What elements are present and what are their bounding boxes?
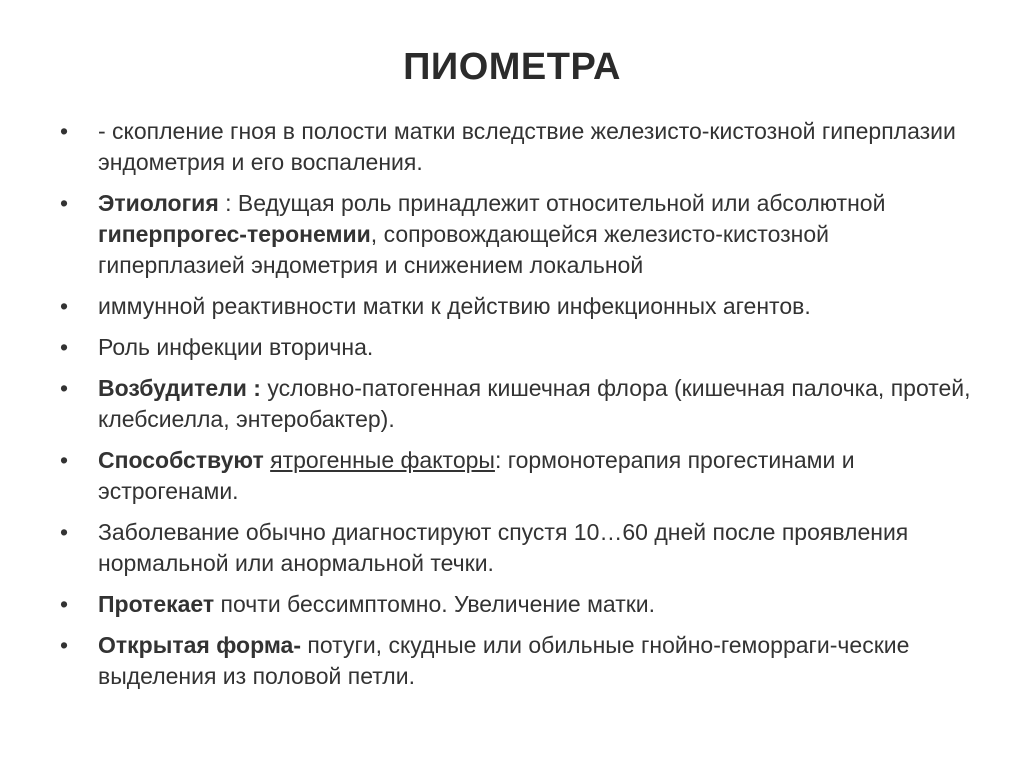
bullet-text: почти бессимптомно. Увеличение матки. [214,591,656,617]
bullet-infection-role [60,332,980,363]
bullet-lead: Этиология [98,190,219,216]
bullet-text: : Ведущая роль принадлежит относительной или абсолютной [218,190,886,216]
bullet-lead: Протекает [98,591,215,617]
slide-title: ПИОМЕТРА [403,46,621,88]
bullet-term: гиперпрогес-теронемии [98,221,371,247]
bullet-lead: Возбудители : [98,375,261,401]
bullet-underlined-term: ятрогенные факторы [270,447,495,473]
bullet-etiology [60,188,980,281]
bullet-text: условно-патогенная кишечная флора (кишечная палочка, протей, клебсиелла, энтеробактер). [98,375,971,432]
bullet-lead: Способствуют [98,447,264,473]
bullet-text: иммунной реактивности матки к действию инфекционных агентов. [98,293,811,319]
bullet-dot-icon: • [60,118,69,144]
bullet-dot-icon: • [60,293,69,319]
bullet-dot-icon: • [60,190,69,216]
bullet-course [60,589,980,620]
bullet-dot-icon: • [60,447,69,473]
bullet-contributing [60,445,980,507]
bullet-text: потуги, скудные или обильные гнойно-геморраги-ческие выделения из половой петли. [98,632,910,689]
bullet-dot-icon: • [60,334,69,360]
bullet-dot-icon: • [60,632,69,658]
bullet-text-cont: , сопровождающейся железисто-кистозной гиперплазией эндометрия и снижением локальной [98,221,829,278]
bullet-dot-icon: • [60,375,69,401]
bullet-list [60,116,980,702]
bullet-text: Заболевание обычно диагностируют спустя 10…60 дней после проявления нормальной или анормальной течки. [98,519,909,576]
bullet-immunity [60,291,980,322]
bullet-text: - скопление гноя в полости матки вследствие железисто-кистозной гиперплазии эндометрия и его воспаления. [98,118,956,175]
bullet-definition [60,116,980,178]
bullet-lead: Открытая форма- [98,632,302,658]
bullet-text: : гормонотерапия прогестинами и эстрогенами. [98,447,855,504]
bullet-dot-icon: • [60,519,69,545]
bullet-diagnosis [60,517,980,579]
bullet-open-form [60,630,980,692]
bullet-pathogens [60,373,980,435]
bullet-dot-icon: • [60,591,69,617]
bullet-text: Роль инфекции вторична. [98,334,374,360]
